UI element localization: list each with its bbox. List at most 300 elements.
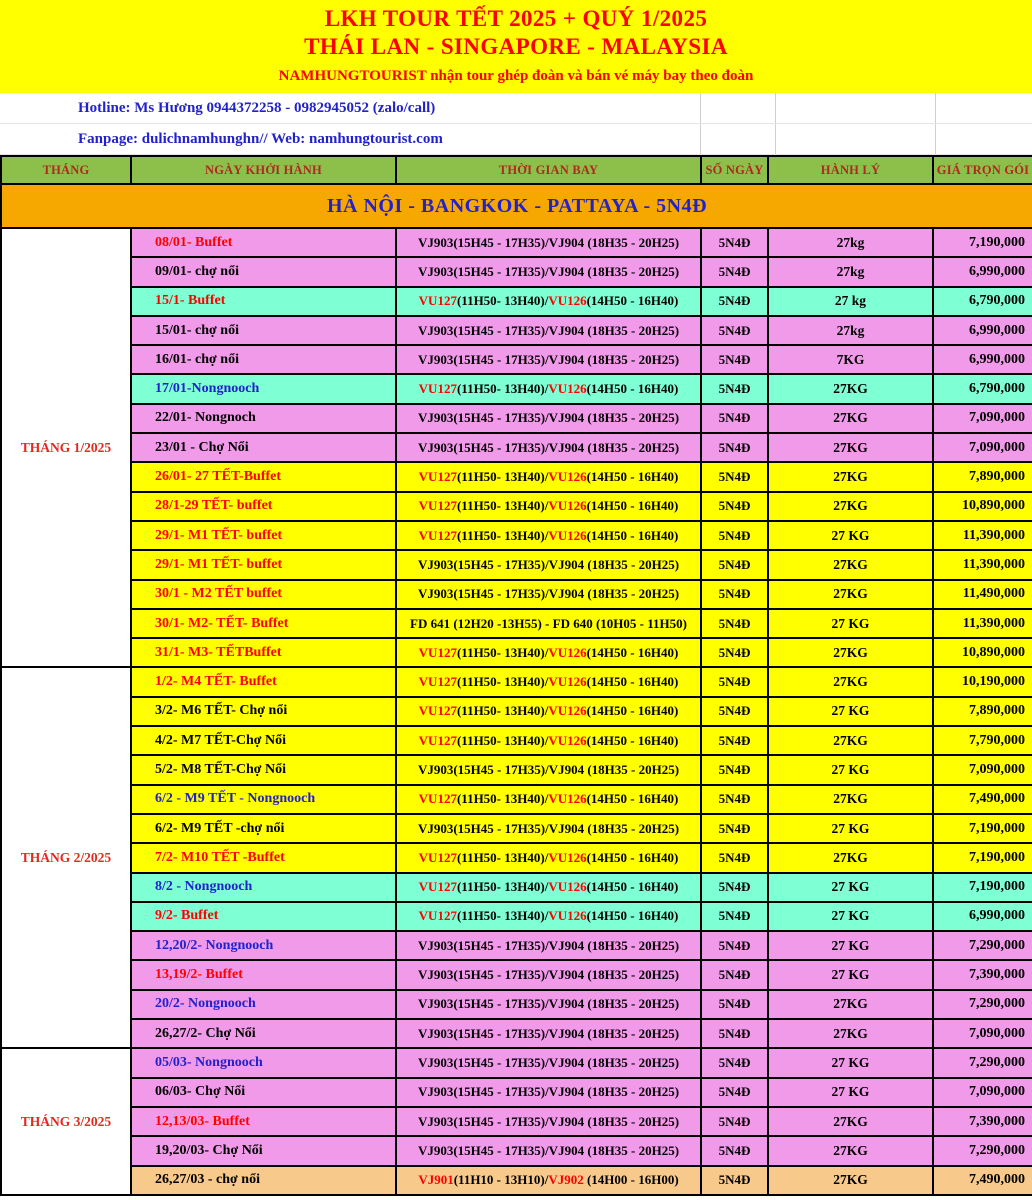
tour-name: 05/03- Nongnooch	[131, 1048, 396, 1077]
flight-times	[396, 755, 701, 784]
tour-row	[1, 550, 1032, 579]
flight-segment: VJ902	[548, 1172, 584, 1188]
num-days: 5N4Đ	[701, 462, 768, 491]
flight-segment: VJ903(15H45 - 17H35)/VJ904 (18H35 - 20H25)	[417, 439, 680, 455]
package-price: 7,090,000	[933, 755, 1032, 784]
tour-row	[1, 1136, 1032, 1165]
flight-segment: VJ903(15H45 - 17H35)/VJ904 (18H35 - 20H25)	[417, 1084, 680, 1100]
flight-times	[396, 345, 701, 374]
num-days: 5N4Đ	[701, 1107, 768, 1136]
col-header-ngay-khoi-hanh: NGÀY KHỞI HÀNH	[131, 156, 396, 184]
luggage-allowance: 27KG	[768, 374, 933, 403]
tour-name: 29/1- M1 TẾT- buffet	[131, 550, 396, 579]
flight-segment: (11H50- 13H40)/	[456, 644, 549, 660]
flight-segment: VU126	[548, 644, 587, 660]
col-header-thoi-gian-bay: THỜI GIAN BAY	[396, 156, 701, 184]
flight-segment: VU127	[418, 644, 457, 660]
package-price: 7,890,000	[933, 697, 1032, 726]
flight-segment: (14H50 - 16H40)	[586, 791, 679, 807]
tour-name: 06/03- Chợ Nổi	[131, 1078, 396, 1107]
package-price: 7,090,000	[933, 1019, 1032, 1048]
flight-segment: (11H50- 13H40)/	[456, 849, 549, 865]
flight-segment: VJ903(15H45 - 17H35)/VJ904 (18H35 - 20H25)	[417, 937, 680, 953]
flight-times	[396, 404, 701, 433]
tour-name: 7/2- M10 TẾT -Buffet	[131, 843, 396, 872]
flight-times	[396, 1078, 701, 1107]
flight-times	[396, 462, 701, 491]
flight-segment: (14H50 - 16H40)	[586, 908, 679, 924]
tour-row	[1, 462, 1032, 491]
package-price: 6,990,000	[933, 345, 1032, 374]
flight-segment: VJ903(15H45 - 17H35)/VJ904 (18H35 - 20H25)	[417, 322, 680, 338]
luggage-allowance: 27KG	[768, 1166, 933, 1195]
tour-name: 15/01- chợ nổi	[131, 316, 396, 345]
flight-segment: VU127	[418, 732, 457, 748]
luggage-allowance: 7KG	[768, 345, 933, 374]
flight-segment: FD 641 (12H20 -13H55) - FD 640 (10H05 - 11H50)	[410, 615, 687, 631]
tour-row	[1, 638, 1032, 667]
flight-segment: VJ903(15H45 - 17H35)/VJ904 (18H35 - 20H25)	[417, 820, 680, 836]
num-days: 5N4Đ	[701, 843, 768, 872]
flight-times	[396, 316, 701, 345]
flight-segment: (11H10 - 13H10)/	[453, 1172, 549, 1188]
tour-name: 30/1- M2- TẾT- Buffet	[131, 609, 396, 638]
flight-segment: VJ903(15H45 - 17H35)/VJ904 (18H35 - 20H25)	[417, 556, 680, 572]
flight-segment: VU126	[548, 293, 587, 309]
luggage-allowance: 27 KG	[768, 960, 933, 989]
package-price: 10,890,000	[933, 492, 1032, 521]
luggage-allowance: 27 kg	[768, 287, 933, 316]
flight-segment: (14H50 - 16H40)	[586, 498, 679, 514]
flight-times	[396, 1136, 701, 1165]
page-subtitle: NAMHUNGTOURIST nhận tour ghép đoàn và bán vé máy bay theo đoàn	[278, 68, 754, 84]
num-days: 5N4Đ	[701, 433, 768, 462]
luggage-allowance: 27KG	[768, 433, 933, 462]
flight-times	[396, 609, 701, 638]
package-price: 10,190,000	[933, 667, 1032, 696]
flight-segment: VU126	[548, 381, 587, 397]
flight-segment: VU127	[418, 908, 457, 924]
luggage-allowance: 27KG	[768, 550, 933, 579]
tour-row	[1, 902, 1032, 931]
tour-row	[1, 404, 1032, 433]
num-days: 5N4Đ	[701, 404, 768, 433]
package-price: 6,990,000	[933, 316, 1032, 345]
flight-times	[396, 521, 701, 550]
tour-row	[1, 990, 1032, 1019]
flight-times	[396, 960, 701, 989]
package-price: 7,190,000	[933, 814, 1032, 843]
num-days: 5N4Đ	[701, 580, 768, 609]
luggage-allowance: 27KG	[768, 580, 933, 609]
tour-row	[1, 697, 1032, 726]
package-price: 11,390,000	[933, 550, 1032, 579]
flight-segment: VU126	[548, 498, 587, 514]
flight-segment: (14H50 - 16H40)	[586, 879, 679, 895]
flight-times	[396, 931, 701, 960]
tour-name: 17/01-Nongnooch	[131, 374, 396, 403]
tour-name: 15/1- Buffet	[131, 287, 396, 316]
flight-times	[396, 1166, 701, 1195]
flight-times	[396, 1107, 701, 1136]
luggage-allowance: 27kg	[768, 228, 933, 257]
luggage-allowance: 27 KG	[768, 814, 933, 843]
tour-row	[1, 931, 1032, 960]
column-divider	[700, 93, 701, 123]
package-price: 7,490,000	[933, 1166, 1032, 1195]
flight-segment: VU126	[548, 469, 587, 485]
tour-row	[1, 1166, 1032, 1195]
flight-times	[396, 785, 701, 814]
num-days: 5N4Đ	[701, 667, 768, 696]
num-days: 5N4Đ	[701, 1019, 768, 1048]
luggage-allowance: 27KG	[768, 1136, 933, 1165]
num-days: 5N4Đ	[701, 228, 768, 257]
tour-name: 09/01- chợ nổi	[131, 257, 396, 286]
flight-segment: VU127	[418, 381, 457, 397]
luggage-allowance: 27KG	[768, 1107, 933, 1136]
column-divider	[935, 124, 936, 154]
package-price: 6,990,000	[933, 902, 1032, 931]
flight-segment: (14H50 - 16H40)	[586, 644, 679, 660]
num-days: 5N4Đ	[701, 726, 768, 755]
tour-row	[1, 843, 1032, 872]
flight-segment: VU127	[418, 703, 457, 719]
luggage-allowance: 27 KG	[768, 1078, 933, 1107]
flight-segment: (11H50- 13H40)/	[456, 527, 549, 543]
package-price: 7,890,000	[933, 462, 1032, 491]
column-divider	[700, 124, 701, 154]
flight-segment: VJ903(15H45 - 17H35)/VJ904 (18H35 - 20H25)	[417, 263, 680, 279]
flight-segment: VJ903(15H45 - 17H35)/VJ904 (18H35 - 20H25)	[417, 967, 680, 983]
tour-name: 3/2- M6 TẾT- Chợ nổi	[131, 697, 396, 726]
luggage-allowance: 27KG	[768, 726, 933, 755]
flight-segment: VU127	[418, 849, 457, 865]
luggage-allowance: 27KG	[768, 404, 933, 433]
luggage-allowance: 27KG	[768, 492, 933, 521]
flight-segment: (11H50- 13H40)/	[456, 381, 549, 397]
flight-segment: VJ903(15H45 - 17H35)/VJ904 (18H35 - 20H25)	[417, 996, 680, 1012]
tour-name: 12,13/03- Buffet	[131, 1107, 396, 1136]
flight-times	[396, 1019, 701, 1048]
tour-name: 19,20/03- Chợ Nổi	[131, 1136, 396, 1165]
luggage-allowance: 27 KG	[768, 873, 933, 902]
tour-name: 6/2- M9 TẾT -chợ nổi	[131, 814, 396, 843]
col-header-thang: THÁNG	[1, 156, 131, 184]
tour-row	[1, 580, 1032, 609]
flight-segment: VJ903(15H45 - 17H35)/VJ904 (18H35 - 20H25)	[417, 1113, 680, 1129]
flight-times	[396, 667, 701, 696]
luggage-allowance: 27kg	[768, 257, 933, 286]
flight-segment: (14H50 - 16H40)	[586, 293, 679, 309]
package-price: 11,390,000	[933, 521, 1032, 550]
flight-segment: (11H50- 13H40)/	[456, 293, 549, 309]
month-label: THÁNG 1/2025	[1, 228, 131, 667]
route-banner-row	[1, 184, 1032, 228]
num-days: 5N4Đ	[701, 785, 768, 814]
page-title-line1: LKH TOUR TẾT 2025 + QUÝ 1/2025	[324, 6, 708, 31]
tour-name: 22/01- Nongnoch	[131, 404, 396, 433]
num-days: 5N4Đ	[701, 287, 768, 316]
tour-row	[1, 873, 1032, 902]
num-days: 5N4Đ	[701, 257, 768, 286]
num-days: 5N4Đ	[701, 609, 768, 638]
flight-times	[396, 726, 701, 755]
luggage-allowance: 27 KG	[768, 609, 933, 638]
flight-segment: VU126	[548, 879, 587, 895]
flight-segment: VJ903(15H45 - 17H35)/VJ904 (18H35 - 20H25)	[417, 410, 680, 426]
flight-segment: VJ903(15H45 - 17H35)/VJ904 (18H35 - 20H25)	[417, 351, 680, 367]
package-price: 7,790,000	[933, 726, 1032, 755]
num-days: 5N4Đ	[701, 873, 768, 902]
flight-times	[396, 638, 701, 667]
tour-name: 6/2 - M9 TẾT - Nongnooch	[131, 785, 396, 814]
tour-row	[1, 521, 1032, 550]
num-days: 5N4Đ	[701, 492, 768, 521]
package-price: 7,090,000	[933, 1078, 1032, 1107]
hotline-row	[0, 93, 1032, 124]
luggage-allowance: 27KG	[768, 843, 933, 872]
tour-row	[1, 1048, 1032, 1077]
num-days: 5N4Đ	[701, 550, 768, 579]
tour-name: 8/2 - Nongnooch	[131, 873, 396, 902]
column-divider	[775, 93, 776, 123]
tour-name: 08/01- Buffet	[131, 228, 396, 257]
route-banner: HÀ NỘI - BANGKOK - PATTAYA - 5N4Đ	[1, 184, 1032, 228]
tour-name: 13,19/2- Buffet	[131, 960, 396, 989]
package-price: 11,490,000	[933, 580, 1032, 609]
page-title-line2: THÁI LAN - SINGAPORE - MALAYSIA	[304, 34, 728, 59]
flight-times	[396, 873, 701, 902]
num-days: 5N4Đ	[701, 1136, 768, 1165]
tour-name: 9/2- Buffet	[131, 902, 396, 931]
flight-segment: VU127	[418, 674, 457, 690]
flight-segment: (11H50- 13H40)/	[456, 469, 549, 485]
tour-row	[1, 1019, 1032, 1048]
flight-times	[396, 257, 701, 286]
luggage-allowance: 27kg	[768, 316, 933, 345]
tour-row	[1, 726, 1032, 755]
num-days: 5N4Đ	[701, 521, 768, 550]
flight-segment: VU126	[548, 791, 587, 807]
num-days: 5N4Đ	[701, 374, 768, 403]
flight-segment: (14H50 - 16H40)	[586, 381, 679, 397]
tour-row	[1, 257, 1032, 286]
table-header-row	[1, 156, 1032, 184]
tour-row	[1, 316, 1032, 345]
hotline-text: Hotline: Ms Hương 0944372258 - 0982945052 (zalo/call)	[78, 99, 436, 116]
flight-segment: VU127	[418, 293, 457, 309]
flight-segment: (11H50- 13H40)/	[456, 791, 549, 807]
package-price: 7,390,000	[933, 1107, 1032, 1136]
flight-segment: VU126	[548, 527, 587, 543]
luggage-allowance: 27 KG	[768, 931, 933, 960]
tour-row	[1, 1107, 1032, 1136]
tour-name: 16/01- chợ nổi	[131, 345, 396, 374]
flight-times	[396, 697, 701, 726]
tour-row	[1, 492, 1032, 521]
package-price: 6,790,000	[933, 287, 1032, 316]
luggage-allowance: 27KG	[768, 638, 933, 667]
tour-name: 31/1- M3- TẾTBuffet	[131, 638, 396, 667]
package-price: 10,890,000	[933, 638, 1032, 667]
num-days: 5N4Đ	[701, 814, 768, 843]
package-price: 7,290,000	[933, 931, 1032, 960]
tour-row	[1, 345, 1032, 374]
flight-segment: (14H50 - 16H40)	[586, 674, 679, 690]
flight-segment: (11H50- 13H40)/	[456, 498, 549, 514]
num-days: 5N4Đ	[701, 960, 768, 989]
tour-name: 29/1- M1 TẾT- buffet	[131, 521, 396, 550]
tour-row	[1, 960, 1032, 989]
flight-times	[396, 433, 701, 462]
flight-segment: VU126	[548, 703, 587, 719]
flight-segment: (11H50- 13H40)/	[456, 674, 549, 690]
package-price: 7,090,000	[933, 433, 1032, 462]
tour-row	[1, 228, 1032, 257]
tour-row	[1, 1078, 1032, 1107]
num-days: 5N4Đ	[701, 1078, 768, 1107]
flight-segment: (14H50 - 16H40)	[586, 469, 679, 485]
luggage-allowance: 27KG	[768, 990, 933, 1019]
num-days: 5N4Đ	[701, 755, 768, 784]
month-label: THÁNG 2/2025	[1, 667, 131, 1048]
package-price: 6,790,000	[933, 374, 1032, 403]
luggage-allowance: 27 KG	[768, 521, 933, 550]
luggage-allowance: 27KG	[768, 1019, 933, 1048]
package-price: 7,290,000	[933, 990, 1032, 1019]
luggage-allowance: 27KG	[768, 462, 933, 491]
package-price: 7,290,000	[933, 1048, 1032, 1077]
flight-segment: VJ901	[418, 1172, 454, 1188]
tour-name: 1/2- M4 TẾT- Buffet	[131, 667, 396, 696]
tour-name: 23/01 - Chợ Nổi	[131, 433, 396, 462]
flight-segment: VJ903(15H45 - 17H35)/VJ904 (18H35 - 20H25)	[417, 1054, 680, 1070]
luggage-allowance: 27KG	[768, 667, 933, 696]
flight-times	[396, 580, 701, 609]
flight-segment: VU127	[418, 527, 457, 543]
flight-times	[396, 814, 701, 843]
package-price: 6,990,000	[933, 257, 1032, 286]
flight-segment: (14H50 - 16H40)	[586, 703, 679, 719]
flight-segment: (11H50- 13H40)/	[456, 732, 549, 748]
flight-segment: VJ903(15H45 - 17H35)/VJ904 (18H35 - 20H25)	[417, 586, 680, 602]
tour-name: 5/2- M8 TẾT-Chợ Nổi	[131, 755, 396, 784]
tour-name: 26,27/2- Chợ Nổi	[131, 1019, 396, 1048]
col-header-gia-tron-goi: GIÁ TRỌN GÓI	[933, 156, 1032, 184]
flight-segment: (11H50- 13H40)/	[456, 908, 549, 924]
tour-row	[1, 814, 1032, 843]
flight-segment: (14H50 - 16H40)	[586, 527, 679, 543]
flight-times	[396, 287, 701, 316]
flight-segment: VU127	[418, 879, 457, 895]
tour-name: 12,20/2- Nongnooch	[131, 931, 396, 960]
package-price: 7,490,000	[933, 785, 1032, 814]
package-price: 7,190,000	[933, 228, 1032, 257]
tour-row	[1, 374, 1032, 403]
tour-name: 26/01- 27 TẾT-Buffet	[131, 462, 396, 491]
num-days: 5N4Đ	[701, 1048, 768, 1077]
flight-times	[396, 550, 701, 579]
tour-name: 20/2- Nongnooch	[131, 990, 396, 1019]
num-days: 5N4Đ	[701, 697, 768, 726]
tour-row	[1, 609, 1032, 638]
num-days: 5N4Đ	[701, 638, 768, 667]
tour-name: 30/1 - M2 TẾT buffet	[131, 580, 396, 609]
fanpage-text: Fanpage: dulichnamhunghn// Web: namhungtourist.com	[78, 130, 443, 147]
flight-times	[396, 990, 701, 1019]
flight-times	[396, 492, 701, 521]
flight-segment: VU126	[548, 732, 587, 748]
flight-segment: VU126	[548, 849, 587, 865]
flight-segment: VU127	[418, 791, 457, 807]
col-header-hanh-ly: HÀNH LÝ	[768, 156, 933, 184]
flight-segment: VJ903(15H45 - 17H35)/VJ904 (18H35 - 20H25)	[417, 1142, 680, 1158]
flight-times	[396, 374, 701, 403]
title-banner	[0, 0, 1032, 93]
flight-segment: VJ903(15H45 - 17H35)/VJ904 (18H35 - 20H25)	[417, 1025, 680, 1041]
tour-row	[1, 785, 1032, 814]
package-price: 7,190,000	[933, 843, 1032, 872]
tour-row	[1, 755, 1032, 784]
package-price: 11,390,000	[933, 609, 1032, 638]
flight-segment: VJ903(15H45 - 17H35)/VJ904 (18H35 - 20H25)	[417, 234, 680, 250]
luggage-allowance: 27 KG	[768, 1048, 933, 1077]
flight-segment: VU126	[548, 908, 587, 924]
flight-segment: VU127	[418, 498, 457, 514]
flight-segment: VU126	[548, 674, 587, 690]
flight-times	[396, 902, 701, 931]
tour-row	[1, 287, 1032, 316]
tour-table	[0, 155, 1032, 1196]
col-header-so-ngay: SỐ NGÀY	[701, 156, 768, 184]
flight-segment: (14H00 - 16H00)	[583, 1172, 679, 1188]
tour-row	[1, 667, 1032, 696]
num-days: 5N4Đ	[701, 345, 768, 374]
luggage-allowance: 27 KG	[768, 697, 933, 726]
luggage-allowance: 27KG	[768, 785, 933, 814]
flight-segment: (14H50 - 16H40)	[586, 849, 679, 865]
flight-segment: VU127	[418, 469, 457, 485]
month-label: THÁNG 3/2025	[1, 1048, 131, 1194]
tour-row	[1, 433, 1032, 462]
fanpage-row	[0, 124, 1032, 155]
package-price: 7,190,000	[933, 873, 1032, 902]
tour-name: 26,27/03 - chợ nổi	[131, 1166, 396, 1195]
package-price: 7,290,000	[933, 1136, 1032, 1165]
luggage-allowance: 27 KG	[768, 755, 933, 784]
package-price: 7,390,000	[933, 960, 1032, 989]
tour-table-body	[1, 228, 1032, 1195]
num-days: 5N4Đ	[701, 1166, 768, 1195]
tour-name: 4/2- M7 TẾT-Chợ Nổi	[131, 726, 396, 755]
num-days: 5N4Đ	[701, 902, 768, 931]
package-price: 7,090,000	[933, 404, 1032, 433]
num-days: 5N4Đ	[701, 990, 768, 1019]
column-divider	[935, 93, 936, 123]
num-days: 5N4Đ	[701, 316, 768, 345]
luggage-allowance: 27 KG	[768, 902, 933, 931]
flight-times	[396, 228, 701, 257]
column-divider	[775, 124, 776, 154]
flight-segment: (11H50- 13H40)/	[456, 703, 549, 719]
flight-times	[396, 1048, 701, 1077]
flight-segment: (14H50 - 16H40)	[586, 732, 679, 748]
flight-segment: (11H50- 13H40)/	[456, 879, 549, 895]
flight-times	[396, 843, 701, 872]
num-days: 5N4Đ	[701, 931, 768, 960]
tour-name: 28/1-29 TẾT- buffet	[131, 492, 396, 521]
